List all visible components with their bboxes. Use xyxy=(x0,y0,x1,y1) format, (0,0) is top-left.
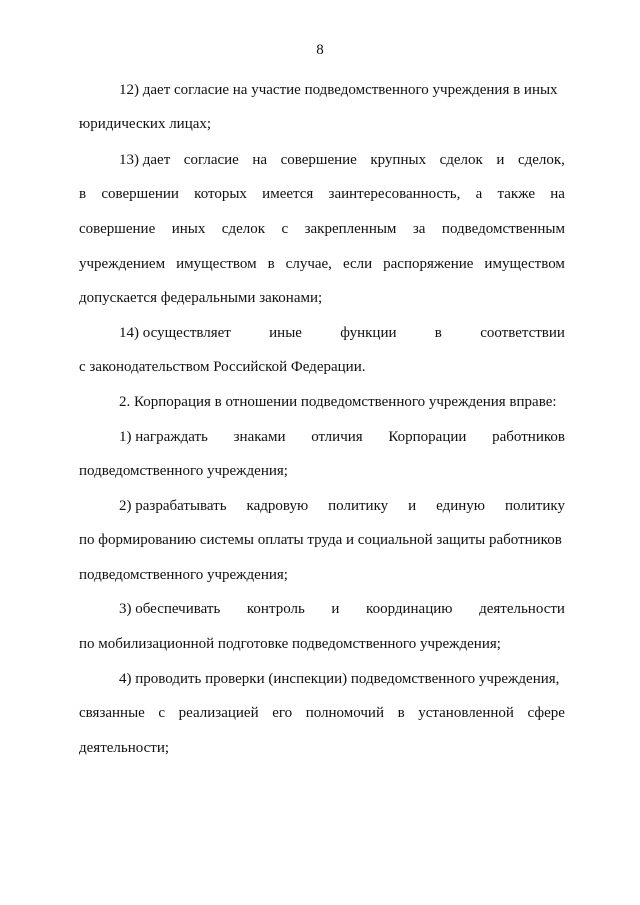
word: контроль xyxy=(246,601,305,617)
word: если xyxy=(342,256,373,272)
word: в xyxy=(397,705,405,721)
word: 1) награждать xyxy=(119,429,208,445)
word: полномочий xyxy=(305,705,384,721)
item-13-line-5: допускается федеральными законами; xyxy=(79,290,323,306)
word: заинтересованность, xyxy=(328,186,461,202)
word: сделок xyxy=(221,221,266,237)
item-13-line-4 xyxy=(79,254,565,274)
word: на xyxy=(550,186,565,202)
word: работников xyxy=(492,429,565,445)
word: кадровую xyxy=(246,498,309,514)
word: реализацией xyxy=(178,705,259,721)
word: имуществом xyxy=(484,256,565,272)
word: закрепленным xyxy=(304,221,397,237)
item-2-4-line-2 xyxy=(79,703,565,723)
word: знаками xyxy=(233,429,286,445)
word: сфере xyxy=(527,705,565,721)
word: которых xyxy=(194,186,247,202)
item-12-line-1: 12) дает согласие на участие подведомственного учреждения в иных xyxy=(119,82,558,98)
word: соответствии xyxy=(480,325,565,341)
word: совершении xyxy=(101,186,179,202)
item-2-4-line-3: деятельности; xyxy=(79,740,170,756)
word: установленной xyxy=(418,705,514,721)
word: а xyxy=(475,186,483,202)
word: согласие xyxy=(183,152,239,168)
word: совершение xyxy=(79,221,156,237)
word: 14) осуществляет xyxy=(119,325,231,341)
word: на xyxy=(252,152,268,168)
item-2-2-line-3: подведомственного учреждения; xyxy=(79,567,288,583)
word: сделок, xyxy=(517,152,565,168)
section-2-heading: 2. Корпорация в отношении подведомственного учреждения вправе: xyxy=(119,394,557,410)
word: и xyxy=(331,601,340,617)
word: в xyxy=(79,186,87,202)
word: иных xyxy=(171,221,206,237)
word: 3) обеспечивать xyxy=(119,601,221,617)
word: политику xyxy=(328,498,389,514)
word: Корпорации xyxy=(388,429,467,445)
item-2-3-line-1 xyxy=(119,599,565,619)
word: координацию xyxy=(366,601,453,617)
item-13-line-2 xyxy=(79,184,565,204)
word: и xyxy=(408,498,417,514)
item-2-1-line-2: подведомственного учреждения; xyxy=(79,463,288,479)
word: учреждением xyxy=(79,256,166,272)
item-2-2-line-1 xyxy=(119,496,565,516)
item-2-2-line-2: по формированию системы оплаты труда и социальной защиты работников xyxy=(79,532,562,548)
word: в xyxy=(267,256,275,272)
word: сделок xyxy=(439,152,483,168)
word: случае, xyxy=(285,256,332,272)
item-13-line-1 xyxy=(119,150,565,170)
item-13-line-3 xyxy=(79,219,565,239)
word: связанные xyxy=(79,705,145,721)
word: распоряжение xyxy=(383,256,474,272)
item-14-line-2: с законодательством Российской Федерации. xyxy=(79,359,366,375)
word: и xyxy=(496,152,505,168)
word: имуществом xyxy=(176,256,257,272)
item-14-line-1 xyxy=(119,323,565,343)
item-12-line-2: юридических лицах; xyxy=(79,116,212,132)
word: функции xyxy=(340,325,397,341)
word: единую xyxy=(436,498,485,514)
item-2-1-line-1 xyxy=(119,427,565,447)
word: крупных xyxy=(370,152,427,168)
word: подведомственным xyxy=(441,221,565,237)
word: с xyxy=(158,705,166,721)
word: деятельности xyxy=(479,601,565,617)
page-number: 8 xyxy=(316,42,324,58)
word: политику xyxy=(504,498,565,514)
word: иные xyxy=(269,325,302,341)
word: за xyxy=(412,221,426,237)
word: отличия xyxy=(311,429,363,445)
word: 2) разрабатывать xyxy=(119,498,227,514)
item-2-4-line-1: 4) проводить проверки (инспекции) подведомственного учреждения, xyxy=(119,671,560,687)
word: с xyxy=(281,221,289,237)
word: совершение xyxy=(280,152,357,168)
word: его xyxy=(272,705,293,721)
item-2-3-line-2: по мобилизационной подготовке подведомственного учреждения; xyxy=(79,636,501,652)
word: имеется xyxy=(262,186,314,202)
word: 13) дает xyxy=(119,152,171,168)
word: в xyxy=(434,325,442,341)
word: также xyxy=(497,186,536,202)
